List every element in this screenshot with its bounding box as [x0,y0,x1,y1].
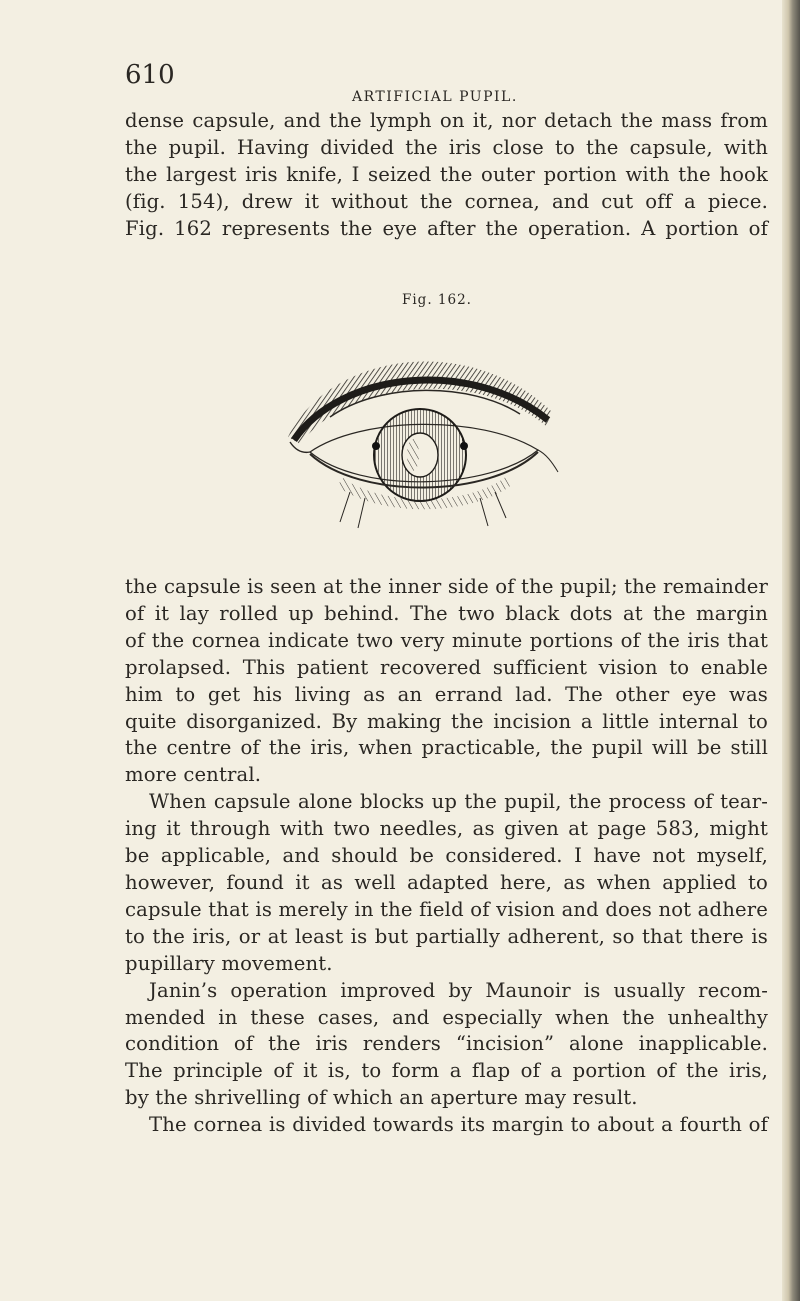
eye-illustration [270,322,570,562]
text-line: When capsule alone blocks up the pupil, the process of tear- [149,790,768,814]
text-line: to the iris, or at least is but partially adherent, so that there is [125,924,768,948]
text-line: mended in these cases, and especially when the unhealthy [125,1005,768,1029]
text-line: the largest iris knife, I seized the outer portion with the hook [125,162,768,186]
text-line: the capsule is seen at the inner side of the pupil; the remainder [125,575,768,598]
text-line: of the cornea indicate two very minute portions of the iris that [125,628,768,652]
text-line: condition of the iris renders “incision” alone inapplicable. [125,1032,768,1056]
text-line: the pupil. Having divided the iris close to the capsule, with [125,135,768,159]
text-line: The cornea is divided towards its margin to about a fourth of [149,1113,768,1137]
text-line: prolapsed. This patient recovered sufficient vision to enable [125,655,768,679]
page-edge-shadow [782,0,800,1301]
body-text [125,574,768,1139]
text-line: be applicable, and should be considered. I have not myself, [125,844,768,868]
text-line: the centre of the iris, when practicable, the pupil will be still [125,736,768,760]
text-line: Janin’s operation improved by Maunoir is usually recom- [149,978,768,1002]
text-line: (fig. 154), drew it without the cornea, and cut off a piece. [125,189,768,213]
text-line: of it lay rolled up behind. The two black dots at the margin [125,601,768,625]
figure-caption: Fig. 162. [402,292,472,308]
text-line: more central. [125,763,262,787]
text-line: Fig. 162 represents the eye after the operation. A portion of [125,216,768,240]
text-line: The principle of it is, to form a flap of a portion of the iris, [125,1059,768,1083]
eye-figure [270,322,570,562]
page-number: 610 [125,60,175,90]
text-line: by the shrivelling of which an aperture may result. [125,1086,638,1110]
top-paragraph [125,108,768,243]
text-line: him to get his living as an errand lad. The other eye was [125,682,768,706]
text-line: dense capsule, and the lymph on it, nor detach the mass from [125,109,768,132]
text-line: pupillary movement. [125,951,333,975]
running-head: ARTIFICIAL PUPIL. [352,89,518,105]
text-line: quite disorganized. By making the incision a little internal to [125,709,768,733]
text-line: however, found it as well adapted here, as when applied to [125,870,768,894]
text-line: ing it through with two needles, as given at page 583, might [125,817,768,841]
text-line: capsule that is merely in the field of vision and does not adhere [125,897,768,921]
